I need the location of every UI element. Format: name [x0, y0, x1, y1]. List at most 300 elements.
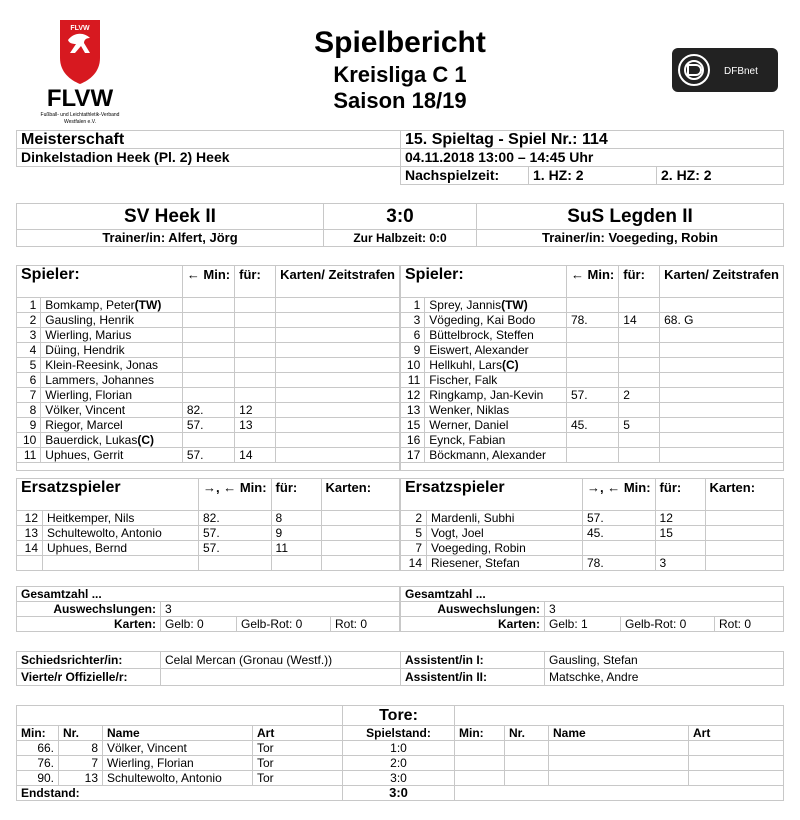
- player-number: 7: [401, 541, 427, 556]
- cards-count-label: Karten:: [401, 617, 545, 632]
- subs-count-label: Auswechslungen:: [17, 602, 161, 617]
- player-row: [17, 433, 400, 448]
- player-number: 1: [401, 298, 425, 313]
- player-row: [401, 328, 784, 343]
- goal-empty-cell: [689, 771, 784, 786]
- player-row: [401, 541, 784, 556]
- goal-min-header: Min:: [17, 726, 59, 741]
- player-role-tag: (TW): [134, 298, 162, 312]
- goal-empty-cell: [689, 756, 784, 771]
- player-row: [401, 433, 784, 448]
- svg-text:Westfalen e.V.: Westfalen e.V.: [64, 119, 96, 125]
- svg-text:DFBnet: DFBnet: [724, 66, 758, 77]
- final-score-value: 3:0: [343, 786, 455, 801]
- player-cards: [276, 328, 400, 343]
- sub-minute: 57.: [566, 388, 618, 403]
- min-in-header: →, ← Min:: [199, 479, 272, 511]
- datetime: 04.11.2018 13:00 – 14:45 Uhr: [401, 149, 784, 167]
- player-cards: [276, 388, 400, 403]
- sub-for: [619, 448, 660, 463]
- sub-for: [619, 433, 660, 448]
- svg-text:Fußball- und Leichtathletik-Ve: Fußball- und Leichtathletik-Verband: [40, 112, 120, 118]
- player-name: [41, 343, 183, 358]
- goal-empty-cell: [505, 771, 549, 786]
- player-name: [41, 388, 183, 403]
- cards-header: Karten/ Zeitstrafen: [660, 266, 784, 298]
- player-row: [401, 403, 784, 418]
- player-name-text: Hellkuhl, Lars: [429, 358, 502, 372]
- player-row: [17, 418, 400, 433]
- player-row: [17, 511, 400, 526]
- min-out-header: ← Min:: [182, 266, 234, 298]
- sub-for: [235, 433, 276, 448]
- player-cards: [321, 556, 399, 571]
- sub-for: 5: [619, 418, 660, 433]
- player-name-text: Heitkemper, Nils: [47, 511, 135, 525]
- sub-minute: [566, 433, 618, 448]
- player-cards: [660, 433, 784, 448]
- player-cards: [660, 298, 784, 313]
- away-team: SuS Legden II: [477, 204, 784, 230]
- sub-for: [235, 298, 276, 313]
- player-name-text: Schultewolto, Antonio: [47, 526, 162, 540]
- svg-text:FLVW: FLVW: [70, 25, 90, 32]
- player-number: 13: [17, 526, 43, 541]
- goal-minute: 76.: [17, 756, 59, 771]
- match-info: [16, 130, 784, 185]
- competition: Meisterschaft: [17, 131, 401, 149]
- cards-header: Karten:: [705, 479, 783, 511]
- player-row: [401, 298, 784, 313]
- sub-for: 11: [271, 541, 321, 556]
- player-row: [401, 418, 784, 433]
- player-name: [425, 433, 567, 448]
- player-role-tag: (C): [137, 433, 155, 447]
- player-row: [401, 526, 784, 541]
- goal-scorer-number: 7: [59, 756, 103, 771]
- goals-table: [16, 705, 784, 801]
- player-number: 6: [401, 328, 425, 343]
- player-number: 2: [17, 313, 41, 328]
- player-name-text: Eynck, Fabian: [429, 433, 506, 447]
- goal-scorer-number: 8: [59, 741, 103, 756]
- player-name-text: Eiswert, Alexander: [429, 343, 529, 357]
- sub-for: 8: [271, 511, 321, 526]
- season: Saison 18/19: [333, 88, 467, 113]
- player-cards: [705, 511, 783, 526]
- final-score-label: Endstand:: [17, 786, 343, 801]
- sub-minute: [199, 556, 272, 571]
- sub-for: 13: [235, 418, 276, 433]
- player-number: 14: [17, 541, 43, 556]
- goal-type: Tor: [253, 756, 343, 771]
- player-cards: [276, 298, 400, 313]
- player-name-text: Riegor, Marcel: [45, 418, 123, 432]
- player-row: [401, 511, 784, 526]
- goal-score: 3:0: [343, 771, 455, 786]
- goal-empty-cell: [549, 756, 689, 771]
- for-header: für:: [271, 479, 321, 511]
- player-name: [41, 358, 183, 373]
- home-coach: Trainer/in: Alfert, Jörg: [17, 230, 324, 247]
- goal-type: Tor: [253, 741, 343, 756]
- sub-minute: [583, 541, 656, 556]
- goal-scorer-name: Wierling, Florian: [103, 756, 253, 771]
- player-row: [17, 298, 400, 313]
- player-number: 14: [401, 556, 427, 571]
- for-header: für:: [235, 266, 276, 298]
- player-number: 12: [17, 511, 43, 526]
- sub-for: 2: [619, 388, 660, 403]
- player-name-text: Wierling, Marius: [45, 328, 132, 342]
- player-name-text: Bauerdick, Lukas: [45, 433, 138, 447]
- player-number: [17, 556, 43, 571]
- sub-minute: 57.: [182, 418, 234, 433]
- min-out-header: ← Min:: [566, 266, 618, 298]
- totals-label: Gesamtzahl ...: [401, 587, 784, 602]
- player-row: [17, 541, 400, 556]
- player-cards: [276, 373, 400, 388]
- officials: [16, 651, 784, 686]
- sub-minute: [182, 298, 234, 313]
- sub-minute: 57.: [182, 448, 234, 463]
- player-name: [41, 373, 183, 388]
- sub-minute: [182, 388, 234, 403]
- player-cards: [276, 313, 400, 328]
- sub-for: [619, 298, 660, 313]
- player-row: [401, 313, 784, 328]
- player-name-text: Büttelbrock, Steffen: [429, 328, 534, 342]
- player-row: [17, 448, 400, 463]
- player-name: [427, 526, 583, 541]
- player-number: 6: [17, 373, 41, 388]
- player-number: 3: [401, 313, 425, 328]
- sub-minute: 57.: [583, 511, 656, 526]
- sub-for: [619, 373, 660, 388]
- sub-minute: [566, 358, 618, 373]
- goal-scorer-name: Völker, Vincent: [103, 741, 253, 756]
- player-number: 8: [17, 403, 41, 418]
- sub-for: [235, 388, 276, 403]
- svg-text:FLVW: FLVW: [46, 85, 114, 112]
- cards-header: Karten:: [321, 479, 399, 511]
- sub-minute: [182, 328, 234, 343]
- player-name-text: Wierling, Florian: [45, 388, 132, 402]
- players-header: Spieler:: [401, 266, 567, 298]
- player-row: [17, 388, 400, 403]
- player-row: [401, 556, 784, 571]
- player-row: [401, 448, 784, 463]
- player-row: [17, 526, 400, 541]
- sub-for: [271, 556, 321, 571]
- away-totals: [400, 586, 784, 632]
- for-header: für:: [655, 479, 705, 511]
- player-name-text: Gausling, Henrik: [45, 313, 135, 327]
- player-name: [427, 511, 583, 526]
- referee-name: Celal Mercan (Gronau (Westf.)): [161, 652, 401, 669]
- player-name-text: Voegeding, Robin: [431, 541, 526, 555]
- subs-count: 3: [161, 602, 400, 617]
- player-name: [41, 298, 183, 313]
- goal-empty-cell: [455, 741, 505, 756]
- player-cards: [660, 448, 784, 463]
- sub-minute: [566, 403, 618, 418]
- sub-for: [235, 313, 276, 328]
- goal-scorer-name: Schultewolto, Antonio: [103, 771, 253, 786]
- player-name: [427, 541, 583, 556]
- player-name-text: Düing, Hendrik: [45, 343, 125, 357]
- goal-empty-cell: [455, 771, 505, 786]
- player-cards: [321, 526, 399, 541]
- player-cards: 68. G: [660, 313, 784, 328]
- goal-type-header: Art: [689, 726, 784, 741]
- sub-minute: [182, 343, 234, 358]
- player-name: [41, 403, 183, 418]
- player-name-text: Völker, Vincent: [45, 403, 126, 417]
- player-name-text: Uphues, Bernd: [47, 541, 128, 555]
- page-title: Spielbericht: [314, 26, 486, 59]
- player-cards: [276, 448, 400, 463]
- sub-for: 9: [271, 526, 321, 541]
- player-name: [43, 511, 199, 526]
- players-header: Spieler:: [17, 266, 183, 298]
- player-name: [43, 541, 199, 556]
- goal-row: [17, 771, 784, 786]
- player-cards: [660, 358, 784, 373]
- player-number: 10: [17, 433, 41, 448]
- player-cards: [705, 526, 783, 541]
- player-name-text: Riesener, Stefan: [431, 556, 520, 570]
- player-name: [41, 328, 183, 343]
- assistant1-name: Gausling, Stefan: [545, 652, 784, 669]
- goal-name-header: Name: [103, 726, 253, 741]
- player-row: [17, 343, 400, 358]
- yellowred-count: Gelb-Rot: 0: [621, 617, 715, 632]
- goal-empty-cell: [505, 741, 549, 756]
- player-cards: [321, 511, 399, 526]
- subs-count: 3: [545, 602, 784, 617]
- goals-title: Tore:: [343, 706, 455, 726]
- player-role-tag: (C): [501, 358, 519, 372]
- sub-minute: [566, 343, 618, 358]
- goal-type: Tor: [253, 771, 343, 786]
- player-number: 7: [17, 388, 41, 403]
- goal-score: 2:0: [343, 756, 455, 771]
- player-name-text: Fischer, Falk: [429, 373, 498, 387]
- sub-for: 12: [655, 511, 705, 526]
- home-substitutes: [16, 478, 400, 571]
- matchday: 15. Spieltag - Spiel Nr.: 114: [401, 131, 784, 149]
- player-role-tag: (TW): [501, 298, 528, 312]
- player-number: 11: [17, 448, 41, 463]
- player-number: 5: [401, 526, 427, 541]
- sub-minute: [182, 433, 234, 448]
- sub-minute: 82.: [199, 511, 272, 526]
- player-name-text: Sprey, Jannis: [429, 298, 502, 312]
- goal-name-header: Name: [549, 726, 689, 741]
- player-row: [17, 358, 400, 373]
- assistant2-name: Matschke, Andre: [545, 669, 784, 686]
- goal-empty-cell: [549, 771, 689, 786]
- player-number: 4: [17, 343, 41, 358]
- home-lineup: [16, 265, 400, 471]
- player-cards: [660, 388, 784, 403]
- sub-for: [619, 328, 660, 343]
- cards-header: Karten/ Zeitstrafen: [276, 266, 400, 298]
- player-name: [427, 556, 583, 571]
- goal-min-header: Min:: [455, 726, 505, 741]
- sub-minute: 45.: [566, 418, 618, 433]
- player-name: [43, 556, 199, 571]
- red-count: Rot: 0: [715, 617, 784, 632]
- sub-minute: 45.: [583, 526, 656, 541]
- goal-row: [17, 756, 784, 771]
- goal-row: [17, 741, 784, 756]
- subs-header: Ersatzspieler: [401, 479, 583, 511]
- sub-for: 3: [655, 556, 705, 571]
- goal-score: 1:0: [343, 741, 455, 756]
- player-name-text: Klein-Reesink, Jonas: [45, 358, 159, 372]
- goal-empty-cell: [505, 756, 549, 771]
- player-cards: [660, 328, 784, 343]
- player-number: 11: [401, 373, 425, 388]
- min-in-header: →, ← Min:: [583, 479, 656, 511]
- player-row: [401, 373, 784, 388]
- player-row: [17, 403, 400, 418]
- player-name: [425, 373, 567, 388]
- sub-minute: [182, 358, 234, 373]
- player-name: [41, 313, 183, 328]
- player-row: [17, 373, 400, 388]
- sub-minute: [566, 373, 618, 388]
- player-name-text: Werner, Daniel: [429, 418, 509, 432]
- goal-empty-cell: [549, 741, 689, 756]
- player-name: [425, 403, 567, 418]
- player-number: 13: [401, 403, 425, 418]
- player-name: [425, 343, 567, 358]
- yellowred-count: Gelb-Rot: 0: [237, 617, 331, 632]
- player-cards: [276, 418, 400, 433]
- teams-block: [16, 203, 784, 247]
- sub-for: [235, 328, 276, 343]
- yellow-count: Gelb: 1: [545, 617, 621, 632]
- sub-minute: 57.: [199, 526, 272, 541]
- sub-for: [655, 541, 705, 556]
- red-count: Rot: 0: [331, 617, 400, 632]
- player-number: 3: [17, 328, 41, 343]
- sub-for: 15: [655, 526, 705, 541]
- player-cards: [660, 403, 784, 418]
- player-name-text: Vogt, Joel: [431, 526, 484, 540]
- extra-time-label: Nachspielzeit:: [401, 167, 529, 185]
- fourth-official-name: [161, 669, 401, 686]
- referee-label: Schiedsrichter/in:: [17, 652, 161, 669]
- player-number: 9: [401, 343, 425, 358]
- fourth-official-label: Vierte/r Offizielle/r:: [17, 669, 161, 686]
- player-name-text: Vögeding, Kai Bodo: [429, 313, 536, 327]
- player-name: [425, 313, 567, 328]
- halftime2-extra: 2. HZ: 2: [657, 167, 784, 185]
- sub-minute: [182, 373, 234, 388]
- sub-for: 14: [619, 313, 660, 328]
- sub-for: 12: [235, 403, 276, 418]
- player-cards: [276, 358, 400, 373]
- player-cards: [276, 343, 400, 358]
- sub-minute: 78.: [583, 556, 656, 571]
- player-number: 15: [401, 418, 425, 433]
- player-number: 12: [401, 388, 425, 403]
- goal-empty-cell: [689, 741, 784, 756]
- goal-nr-header: Nr.: [59, 726, 103, 741]
- player-number: 16: [401, 433, 425, 448]
- yellow-count: Gelb: 0: [161, 617, 237, 632]
- halftime1-extra: 1. HZ: 2: [529, 167, 657, 185]
- sub-for: [619, 343, 660, 358]
- player-cards: [705, 556, 783, 571]
- totals-label: Gesamtzahl ...: [17, 587, 400, 602]
- player-name-text: Bomkamp, Peter: [45, 298, 135, 312]
- cards-count-label: Karten:: [17, 617, 161, 632]
- player-name: [425, 388, 567, 403]
- goal-empty-cell: [455, 756, 505, 771]
- goal-score-header: Spielstand:: [343, 726, 455, 741]
- player-row: [401, 388, 784, 403]
- player-number: 10: [401, 358, 425, 373]
- player-name-text: Lammers, Johannes: [45, 373, 155, 387]
- sub-for: [235, 343, 276, 358]
- player-number: 5: [17, 358, 41, 373]
- dfbnet-logo: [672, 48, 778, 92]
- player-cards: [276, 433, 400, 448]
- player-name: [425, 448, 567, 463]
- home-team: SV Heek II: [17, 204, 324, 230]
- goal-type-header: Art: [253, 726, 343, 741]
- subs-header: Ersatzspieler: [17, 479, 199, 511]
- player-name-text: Mardenli, Subhi: [431, 511, 515, 525]
- player-cards: [276, 403, 400, 418]
- player-number: 1: [17, 298, 41, 313]
- sub-minute: 57.: [199, 541, 272, 556]
- sub-minute: 78.: [566, 313, 618, 328]
- goal-minute: 66.: [17, 741, 59, 756]
- halftime-score: Zur Halbzeit: 0:0: [324, 230, 477, 247]
- player-name: [41, 433, 183, 448]
- player-name: [425, 298, 567, 313]
- goal-nr-header: Nr.: [505, 726, 549, 741]
- player-cards: [660, 373, 784, 388]
- league-name: Kreisliga C 1: [333, 62, 467, 87]
- player-name-text: Böckmann, Alexander: [429, 448, 547, 462]
- goal-minute: 90.: [17, 771, 59, 786]
- assistant1-label: Assistent/in I:: [401, 652, 545, 669]
- player-cards: [321, 541, 399, 556]
- away-lineup: [400, 265, 784, 471]
- sub-minute: [566, 298, 618, 313]
- player-name: [43, 526, 199, 541]
- for-header: für:: [619, 266, 660, 298]
- player-row: [17, 556, 400, 571]
- home-totals: [16, 586, 400, 632]
- sub-for: 14: [235, 448, 276, 463]
- player-row: [401, 343, 784, 358]
- player-cards: [705, 541, 783, 556]
- player-name: [41, 448, 183, 463]
- sub-minute: [182, 313, 234, 328]
- sub-for: [235, 373, 276, 388]
- player-cards: [660, 343, 784, 358]
- report-title: [160, 24, 640, 114]
- player-number: 2: [401, 511, 427, 526]
